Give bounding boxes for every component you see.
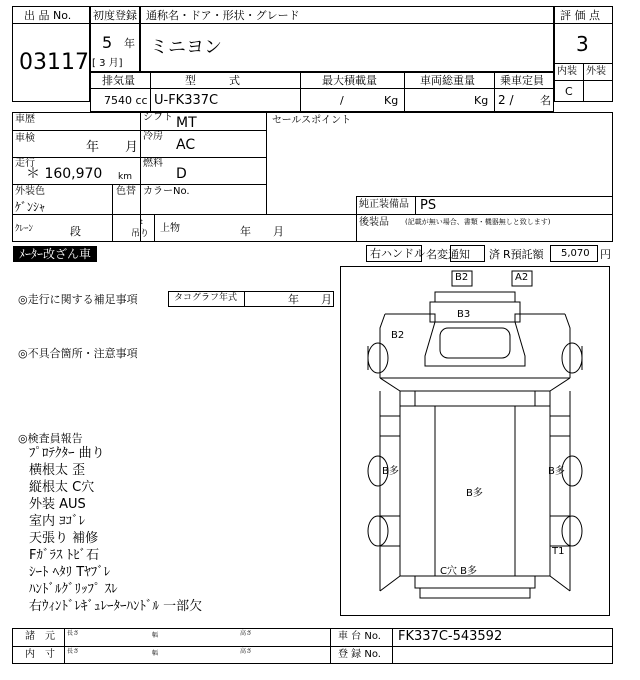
damage-b3: B3	[457, 309, 471, 320]
recycle-paid-label: 済	[489, 248, 500, 261]
interior-grade: C	[565, 85, 573, 98]
defects-heading: ◎不具合箇所・注意事項	[18, 347, 138, 360]
mileage-unit: km	[118, 172, 132, 182]
front-right-wheel	[562, 343, 582, 373]
history-label: 車歴	[15, 114, 35, 125]
rear-right-wheel	[562, 456, 582, 486]
crane-t: t	[140, 218, 143, 226]
model-value: U-FK337C	[154, 93, 219, 108]
exterior-label: 外装	[586, 66, 606, 77]
capacity-value: 2 /	[498, 93, 514, 107]
reg-year-unit: 年	[124, 37, 135, 50]
report-line: ﾌﾟﾛﾃｸﾀｰ 曲り	[29, 446, 105, 461]
dims-label: 諸 元	[25, 631, 55, 642]
upper-label: 上物	[160, 223, 180, 234]
inspector-report-heading: ◎検査員報告	[18, 432, 83, 445]
dims-height: 高さ	[240, 630, 253, 637]
odometer-tamper-banner: ﾒｰﾀｰ改ざん車	[13, 246, 97, 262]
aftermarket-note: (記載が無い場合、書類・機器無しと致します)	[405, 218, 551, 226]
right-handle: 右ハンドル	[370, 247, 425, 260]
truck-diagram	[340, 266, 610, 616]
damage-b-right: B多	[548, 466, 565, 477]
recycle-deposit-label: R預託額	[503, 248, 544, 261]
rear-left-wheel-2	[368, 516, 388, 546]
cab-sides	[380, 314, 570, 378]
report-line: 縦根太 C穴	[29, 480, 95, 495]
color-label: 外装色	[15, 186, 45, 197]
rear-bumper	[420, 588, 530, 598]
damage-b2-top: B2	[455, 272, 469, 283]
ac-label: 冷房	[143, 131, 163, 142]
crane-dan: 段	[70, 225, 81, 238]
upper-value: 年 月	[240, 225, 284, 238]
crane-label: ｸﾚｰﾝ	[15, 224, 34, 234]
inner-height: 高さ	[240, 648, 253, 655]
damage-bottom: C穴 B多	[440, 566, 478, 577]
inspection-label: 車検	[15, 133, 35, 144]
interior-label: 内装	[557, 66, 577, 77]
report-line: 外装 AUS	[29, 497, 86, 512]
report-line: ﾊﾝﾄﾞﾙｸﾞﾘｯﾌﾟ ｽﾚ	[29, 582, 118, 597]
rear-right-wheel-2	[562, 516, 582, 546]
color-change-label: 色替	[116, 186, 136, 197]
inner-label: 内 寸	[25, 649, 55, 660]
inner-width: 幅	[152, 650, 159, 657]
front-left-wheel	[368, 343, 388, 373]
cab-shoulder	[385, 314, 565, 322]
cargo-ribs-bottom	[380, 516, 570, 546]
dims-width: 幅	[152, 632, 159, 639]
cab-roof-front	[435, 292, 515, 302]
report-line: 室内 ﾖｺﾞﾚ	[29, 514, 86, 529]
fuel-value: D	[176, 166, 187, 182]
driving-notes-heading: ◎走行に関する補足事項	[18, 293, 138, 306]
mileage-label: 走行	[15, 158, 35, 169]
total-weight-label: 車両総重量	[420, 74, 475, 87]
door-steps	[400, 391, 550, 406]
cab-floor	[380, 378, 570, 391]
aftermarket-label: 後装品	[359, 217, 389, 228]
capacity-label: 乗車定員	[500, 74, 544, 87]
total-weight-unit: Kg	[474, 94, 489, 107]
grade-value: 3	[576, 32, 589, 56]
model-label: 型 式	[185, 74, 240, 87]
report-line: Fｶﾞﾗｽ ﾄﾋﾞ石	[29, 548, 100, 563]
displacement: 7540 cc	[104, 94, 148, 107]
tacho-label: タコグラフ年式	[174, 293, 238, 303]
tacho-value: 年 月	[288, 293, 332, 306]
capacity-unit: 名	[540, 94, 551, 107]
lot-number: 03117	[19, 50, 89, 75]
report-line: 右ｳｨﾝﾄﾞﾚｷﾞｭﾚｰﾀｰﾊﾝﾄﾞﾙ 一部欠	[29, 599, 203, 614]
inner-length: 長さ	[67, 648, 80, 655]
max-load-slash: /	[340, 94, 344, 107]
ac-value: AC	[176, 137, 196, 153]
damage-b2-left: B2	[391, 330, 405, 341]
grade-label: 評 価 点	[560, 9, 600, 22]
color-code-label: カラーNo.	[143, 186, 190, 197]
reg-month: [ 3 月]	[92, 58, 123, 69]
color-value: ｹﾞﾝｼｬ	[15, 200, 46, 214]
registration-label: 登 録 No.	[338, 649, 381, 660]
report-line: 天張り 補修	[29, 531, 99, 546]
fuel-label: 燃料	[143, 158, 163, 169]
damage-b-center: B多	[466, 488, 483, 499]
inspection-value: 年 月	[86, 140, 139, 155]
windshield-glass	[440, 328, 510, 358]
name-label: 通称名・ドア・形状・グレード	[146, 9, 300, 22]
name-change-label: 名変通知	[426, 248, 470, 261]
equipment-value: PS	[420, 198, 437, 213]
chassis-label: 車 台 No.	[338, 631, 381, 642]
damage-t1: T1	[552, 546, 565, 557]
displacement-label: 排気量	[102, 74, 135, 87]
cargo-rear-corners	[380, 576, 570, 591]
report-line: ｼｰﾄ ﾍﾀﾘ Tﾔﾌﾞﾚ	[29, 565, 111, 580]
equipment-label: 純正装備品	[359, 199, 409, 210]
sales-point-label: セールスポイント	[272, 115, 352, 126]
shift-label: シフト	[143, 112, 173, 123]
reg-year: 5	[102, 33, 113, 52]
lot-label: 出 品 No.	[24, 9, 72, 22]
car-name: ミニヨン	[150, 37, 222, 58]
damage-a2-top: A2	[515, 272, 529, 283]
yen-label: 円	[600, 248, 611, 261]
cab-roof	[430, 302, 520, 322]
chassis-number: FK337C-543592	[398, 629, 503, 644]
damage-b-left: B多	[382, 466, 399, 477]
shift-value: MT	[176, 115, 197, 131]
max-load-unit: Kg	[384, 94, 399, 107]
crane-hanging: 吊り	[131, 229, 150, 239]
cargo-ribs-top	[380, 416, 570, 436]
report-line: 横根太 歪	[29, 463, 86, 478]
recycle-amount: 5,070	[561, 248, 590, 259]
inspector-report-list	[29, 446, 202, 616]
first-reg-label: 初度登録	[93, 9, 137, 22]
mileage-value: ＊ 160,970	[26, 166, 103, 182]
max-load-label: 最大積載量	[322, 74, 377, 87]
dims-length: 長さ	[67, 630, 80, 637]
name-change-box	[450, 245, 485, 262]
